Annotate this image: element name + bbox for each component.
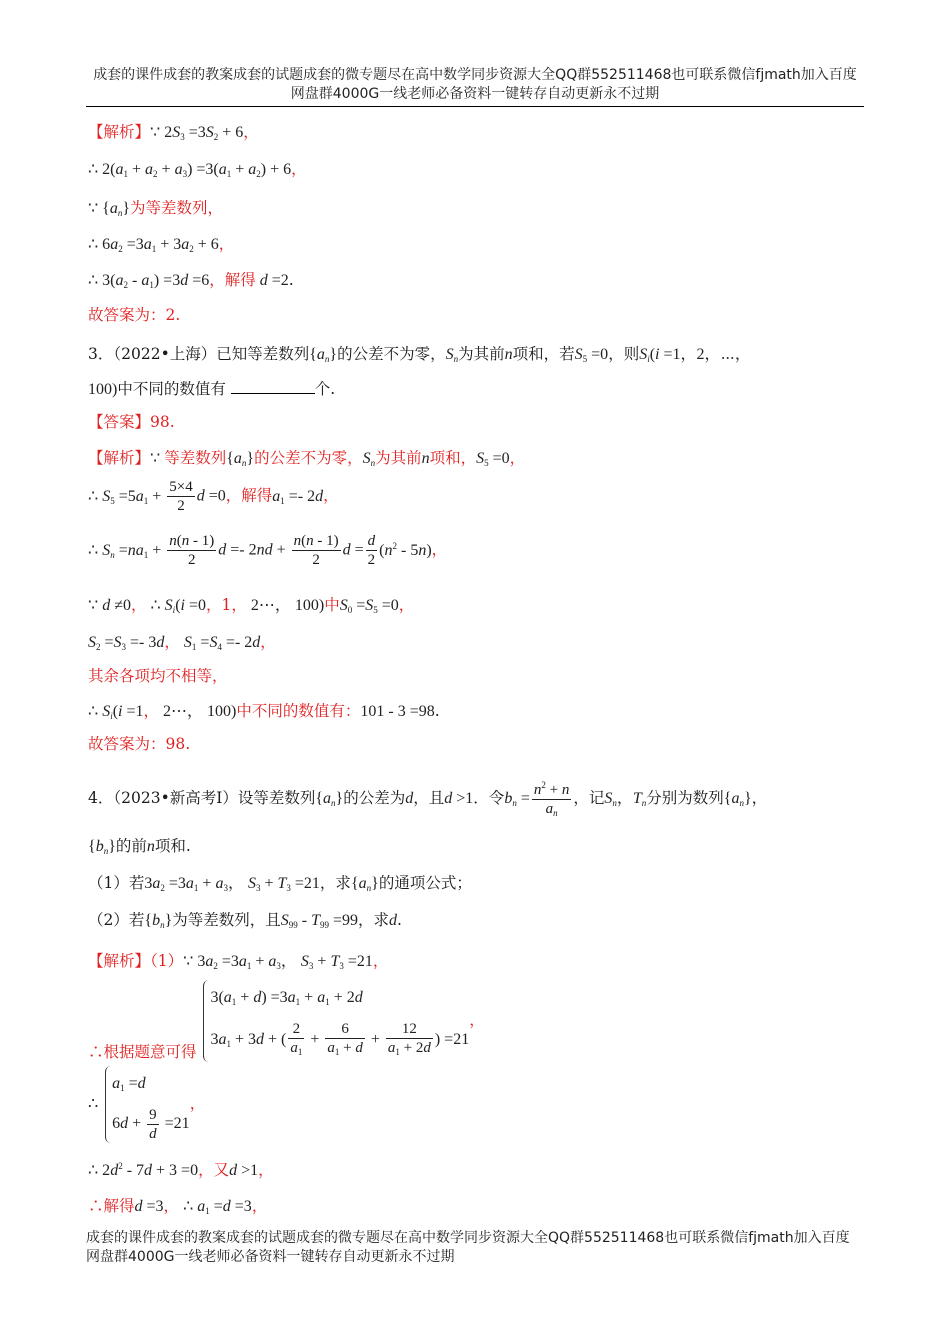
p4-text-3: ，且 <box>413 789 445 807</box>
p4-solution-line-1: 【解析】（1）∵ $3a_2 =3a_1 + a_3$， $S_3 + T_3 =21$， <box>88 952 389 971</box>
p3-frac-5x4-2: $\frac{5\times 4}{2}$ <box>169 479 193 514</box>
p3-source: （2022•上海） <box>113 345 217 363</box>
p4-system-brace-1: $3(a_1 + d) =3a_1 + a_1 + 2d$ $3a_1 + 3d$ + ( $\frac{2}{a_1}$ + $\frac{6}{a_1 + d}$ + $\frac{12}{a_1 + 2d}$ ) =21 <box>203 980 469 1062</box>
p4-sol-you: 又 <box>213 1161 230 1179</box>
p4-sol-cond: ∴根据题意可得 <box>88 1043 197 1062</box>
p4-q2-end: ，求 <box>358 911 390 929</box>
p3-solution-line-1: 【解析】∵ 等差数列$\{a_n\}$的公差不为零，$S_n$为其前n项和，$S_5 =0$， <box>88 449 526 468</box>
header-divider <box>86 106 864 107</box>
p3-question-line-1: 3．（2022•上海）已知等差数列$\{a_n\}$的公差不为零，$S_n$为其前n项和，若$S_5 =0$，则$S_i(i =1$，2，⋯， <box>88 345 751 364</box>
p2-arith-text: 为等差数列， <box>130 199 224 217</box>
p2-answer-line <box>88 303 180 325</box>
header-line-2: 网盘群4000G一线老师必备资料一键转存自动更新永不过期 <box>290 86 660 102</box>
p4-solution-line-3: ∴ $a_1 =d$ 6d + $\frac{9}{d}$ =21 ， <box>88 1066 205 1143</box>
header-line-1: 成套的课件成套的教案成套的试题成套的微专题尽在高中数学同步资源大全QQ群552511468也可联系微信fjmath加入百度 <box>93 67 857 83</box>
p4-number: 4． <box>88 789 114 807</box>
p4-q2-line: （2）若$\{b_n\}$为等差数列，且$S_{99} - T_{99} =99$，求d. <box>88 911 402 930</box>
p3-text-1: 已知等差数列 <box>216 345 310 363</box>
p3-text-4: 项和，若 <box>512 345 575 363</box>
p4-text-8: 项和. <box>154 837 191 855</box>
p3-solution-line-3: ∴ $S_n =na_1$ + $\frac{n(n - 1)}{2}$ d =- 2nd + $\frac{n(n - 1)}{2}$ d = $\frac{d}{2}$ $(n^2 - 5n)$， <box>88 533 448 568</box>
p4-q2-text: 为等差数列，且 <box>172 911 281 929</box>
p3-solution-line-2: ∴ $S_5 =5a_1$ + $\frac{5\times 4}{2}$ d =0，解得$a_1 =- 2d$， <box>88 479 339 514</box>
p3-sol-rest: 其余各项均不相等， <box>88 667 228 685</box>
p2-solution-line-5: ∴ $3(a_2 - a_1) =3d =6$，解得 d =2. <box>88 271 294 290</box>
p4-q1-label: （1）若 <box>88 874 145 892</box>
p3-solution-line-4: ∵ d ≠0， ∴ $S_i(i =0$，1， 2⋯， 100)中$S_0 =S_5 =0$， <box>88 596 415 615</box>
p4-q1-end: 的通项公式； <box>378 874 472 892</box>
p4-text-5: ，记 <box>573 789 605 807</box>
p3-answer-line <box>88 410 175 432</box>
p3-answer-blank <box>231 379 315 394</box>
p3-solution-line-5: $S_2 =S_3 =- 3d$， $S_1 =S_4 =- 2d$， <box>88 633 276 652</box>
p2-solution-line-3: ∵ $\{a_n\}$为等差数列， <box>88 199 224 218</box>
p4-solution-line-4: ∴ $2d^2 - 7d + 3 =0$，又d >1， <box>88 1161 274 1179</box>
p4-text-7: 的前 <box>115 837 147 855</box>
p3-solution-line-7: ∴ $S_i(i =1$， 2⋯， 100)中不同的数值有：101 - 3 =98. <box>88 702 440 721</box>
p3-sol-solve: ，解得 <box>225 486 273 505</box>
p2-solve-text: ，解得 <box>209 271 256 289</box>
p3-question-line-2: 100)中不同的数值有 个. <box>88 380 336 398</box>
p3-jiexi-label: 【解析】 <box>88 449 151 467</box>
p4-solution-line-2: ∴根据题意可得 $3(a_1 + d) =3a_1 + a_1 + 2d$ $3a_1 + 3d$ + ( $\frac{2}{a_1}$ + $\frac{6}{a_1 + d}$ + $\frac{12}{a_1 + 2d}$ ) =21 ， <box>88 980 485 1062</box>
p4-q2-label: （2）若 <box>88 911 145 929</box>
footer-line-1: 成套的课件成套的教案成套的试题成套的微专题尽在高中数学同步资源大全QQ群552511468也可联系微信fjmath加入百度 <box>86 1230 850 1246</box>
p4-text-6: 分别为数列 <box>646 789 724 807</box>
p4-sol-jiede: ∴解得 <box>88 1197 135 1215</box>
page-header <box>86 66 864 104</box>
footer-line-2: 网盘群4000G一线老师必备资料一键转存自动更新永不过期 <box>86 1249 455 1265</box>
p3-final-line <box>88 732 190 754</box>
p3-sol-text-2: 的公差不为零， <box>254 449 363 467</box>
p4-jiexi-label: 【解析】 <box>88 952 151 970</box>
p3-solution-line-6 <box>88 664 228 686</box>
p3-gudaan-label: 故答案为： <box>88 735 166 753</box>
p4-q1-line: （1）若$3a_2 =3a_1 + a_3$， $S_3 + T_3 =21$，求$\{a_n\}$的通项公式； <box>88 874 472 893</box>
p3-sol-text-4: 项和， <box>429 449 477 467</box>
p3-text-6: 中不同的数值有 <box>117 380 226 398</box>
p4-sol-part1: （1） <box>150 952 184 970</box>
p3-text-5: ，则 <box>608 345 640 363</box>
p2-solution-line-4: ∴ $6a_2 =3a_1 + 3a_2 + 6$， <box>88 235 235 254</box>
page-footer <box>86 1229 864 1267</box>
p2-gudaan-label: 故答案为： <box>88 306 166 324</box>
p4-text-2: 的公差为 <box>343 789 406 807</box>
p4-q1-text: ，求 <box>319 874 351 892</box>
p3-sol-text-1: 等差数列 <box>164 449 227 467</box>
p3-sol-text-3: 为其前 <box>375 449 422 467</box>
p4-source: （2023•新高考Ⅰ） <box>113 789 238 807</box>
p3-sol-zhong: 中 <box>324 596 340 614</box>
p3-final-value: 98. <box>165 735 191 753</box>
p3-daan-label: 【答案】 <box>88 413 151 431</box>
p3-answer-value: 98. <box>150 413 175 431</box>
p3-text-7: 个. <box>314 380 336 398</box>
p3-number: 3． <box>88 345 114 363</box>
p4-text-4: ．令 <box>473 789 505 807</box>
p3-text-3: 为其前 <box>458 345 505 363</box>
p2-answer-value: 2. <box>165 306 181 324</box>
p2-jiexi-label: 【解析】 <box>88 123 151 141</box>
p4-solution-line-5: ∴解得d =3， ∴ $a_1 =d =3$， <box>88 1197 268 1216</box>
p4-question-line-2: $\{b_n\}$的前n项和. <box>88 837 191 856</box>
p2-solution-line-1: 【解析】∵ $2S_3 =3S_2 + 6$， <box>88 123 259 142</box>
p3-sol-count: 中不同的数值有： <box>236 702 361 720</box>
p4-system-brace-2: $a_1 =d$ 6d + $\frac{9}{d}$ =21 <box>105 1066 190 1143</box>
p4-question-line-1: 4．（2023•新高考Ⅰ）设等差数列$\{a_n\}$的公差为d，且d >1．令$b_n$ = $\frac{n^2 + n}{a_n}$ ，记$S_n$，$T_n$分别为数列$\{a_n\}$， <box>88 776 768 822</box>
p2-solution-line-2: ∴ $2(a_1 + a_2 + a_3) =3(a_1 + a_2) + 6$， <box>88 160 307 179</box>
p4-text-1: 设等差数列 <box>237 789 316 807</box>
p3-text-2: 的公差不为零， <box>337 345 446 363</box>
